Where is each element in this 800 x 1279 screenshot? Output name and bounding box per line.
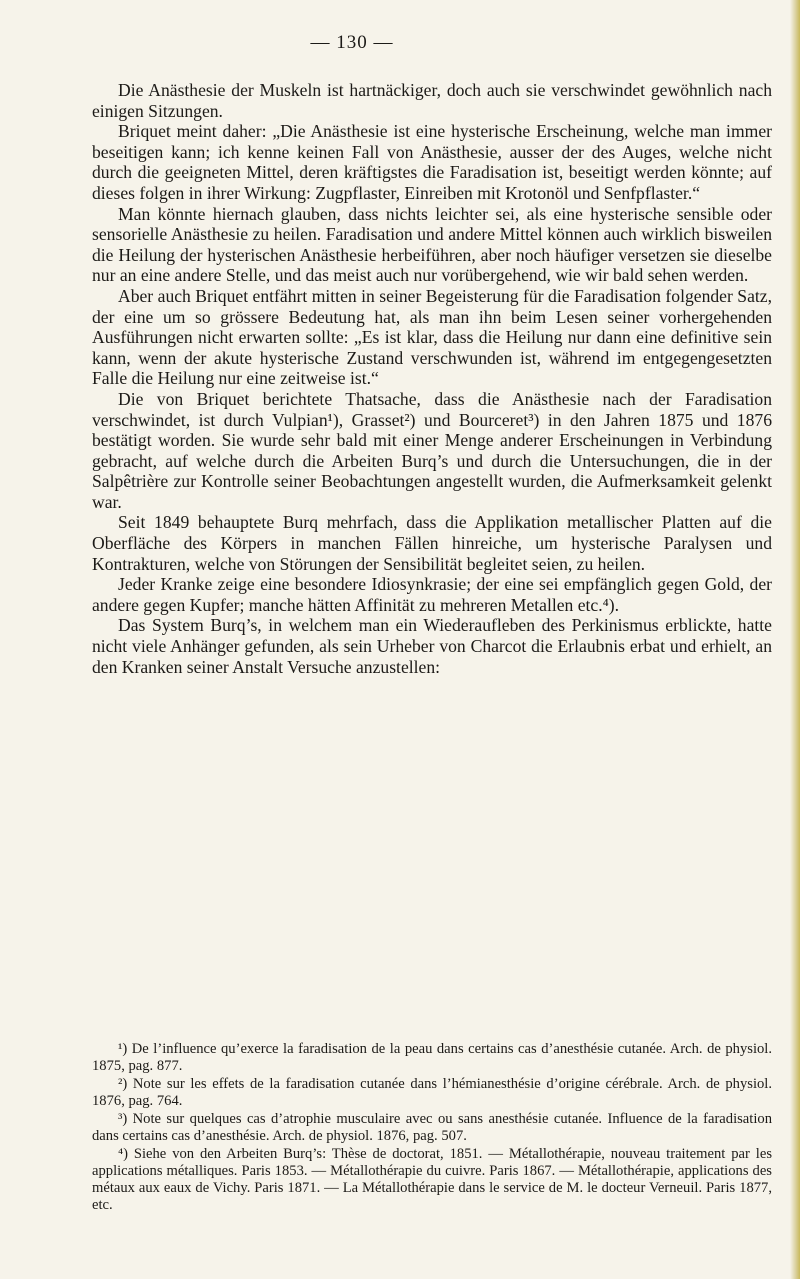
footnote-4: ⁴) Siehe von den Arbeiten Burq’s: Thèse de doctorat, 1851. — Métallothérapie, nouveau traitement par les applications métalliques. Paris 1853. — Métallothérapie du cuivre. Paris 1867. — Métallothérapie, applications des métaux aux eaux de Vichy. Paris 1871. — La Métallothérapie dans le service de M. le docteur Verneuil. Paris 1877, etc. — [92, 1146, 772, 1213]
paragraph-2: Briquet meint daher: „Die Anästhesie ist eine hysterische Erscheinung, welche man immer beseitigen kann; ich kenne keinen Fall von Anästhesie, ausser der des Auges, welche nicht durch die geeigneten Mittel, deren kräftigstes die Faradisation ist, beseitigt werden könnte; auf dieses folgen in ihrer Wirkung: Zugpflaster, Einreiben mit Krotonöl und Senfpflaster.“ — [92, 121, 772, 203]
paragraph-8: Das System Burq’s, in welchem man ein Wiederaufleben des Perkinismus erblickte, hatte nicht viele Anhänger gefunden, als sein Urheber von Charcot die Erlaubnis erbat und erhielt, an den Kranken seiner Anstalt Versuche anzustellen: — [92, 615, 772, 677]
page-edge — [790, 0, 800, 1279]
paragraph-6: Seit 1849 behauptete Burq mehrfach, dass die Applikation metallischer Platten auf die Oberfläche des Körpers in manchen Fällen hinreiche, um hysterische Paralysen und Kontrakturen, welche von Störungen der Sensibilität begleitet seien, zu heilen. — [92, 512, 772, 574]
paragraph-3: Man könnte hiernach glauben, dass nichts leichter sei, als eine hysterische sensible oder sensorielle Anästhesie zu heilen. Faradisation und andere Mittel können auch wirklich bisweilen die Heilung der hysterischen Anästhesie herbeiführen, aber noch häufiger versetzen sie dieselbe nur an eine andere Stelle, und das meist auch nur vorübergehend, wie wir bald sehen werden. — [92, 203, 772, 286]
footnote-1: ¹) De l’influence qu’exerce la faradisation de la peau dans certains cas d’anesthésie cutanée. Arch. de physiol. 1875, pag. 877. — [92, 1041, 772, 1074]
body-text — [92, 80, 772, 677]
paragraph-4: Aber auch Briquet entfährt mitten in seiner Begeisterung für die Faradisation folgender Satz, der eine um so grössere Bedeutung hat, als man ihn beim Lesen seiner vorhergehenden Ausführungen nicht erwarten sollte: „Es ist klar, dass die Heilung nur dann eine definitive sein kann, wenn der akute hysterische Zustand verschwunden ist, während im entgegengesetzten Falle die Heilung nur eine zeitweise ist.“ — [92, 285, 772, 389]
footnotes — [92, 1041, 772, 1215]
paragraph-5: Die von Briquet berichtete Thatsache, dass die Anästhesie nach der Faradisation verschwindet, ist durch Vulpian¹), Grasset²) und Bourceret³) in den Jahren 1875 und 1876 bestätigt worden. Sie wurde sehr bald mit einer Menge anderer Erscheinungen in Verbindung gebracht, auf welche durch die Arbeiten Burq’s und durch die Untersuchungen, die in der Salpêtrière zur Kontrolle seiner Beobachtungen angestellt wurden, die Aufmerksamkeit gelenkt war. — [92, 388, 772, 512]
paragraph-1: Die Anästhesie der Muskeln ist hartnäckiger, doch auch sie verschwindet gewöhnlich nach einigen Sitzungen. — [92, 80, 772, 121]
footnote-3: ³) Note sur quelques cas d’atrophie musculaire avec ou sans anesthésie cutanée. Influence de la faradisation dans certains cas d’anesthésie. Arch. de physiol. 1876, pag. 507. — [92, 1111, 772, 1144]
footnote-2: ²) Note sur les effets de la faradisation cutanée dans l’hémianesthésie d’origine cérébrale. Arch. de physiol. 1876, pag. 764. — [92, 1076, 772, 1109]
paragraph-7: Jeder Kranke zeige eine besondere Idiosynkrasie; der eine sei empfänglich gegen Gold, der andere gegen Kupfer; manche hätten Affinität zu mehreren Metallen etc.⁴). — [92, 574, 772, 615]
page-number: — 130 — — [310, 32, 394, 53]
